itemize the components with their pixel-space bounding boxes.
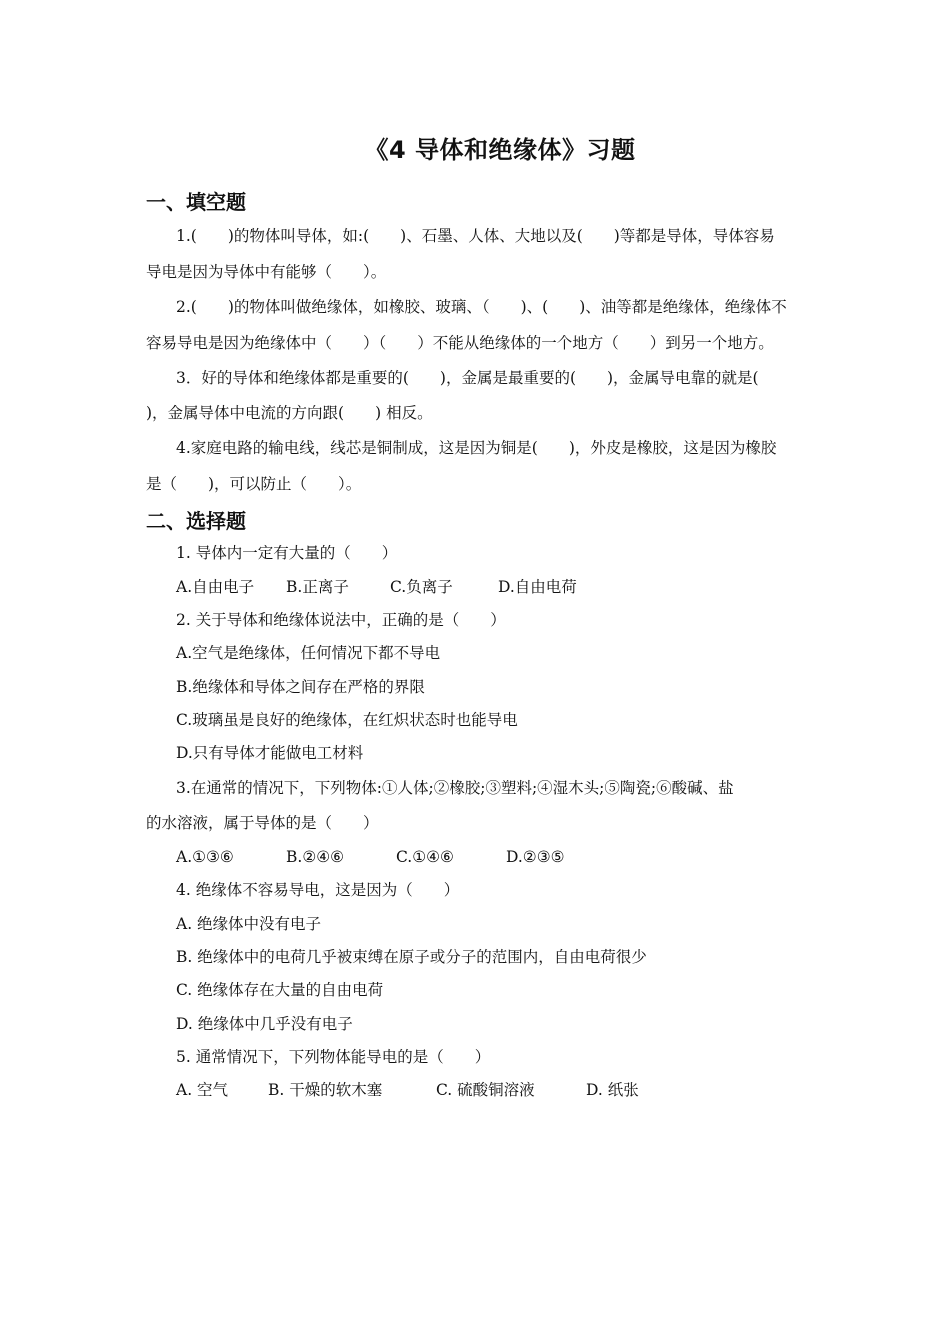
option-a: A.自由电子 (176, 578, 255, 596)
choice-q5-options (176, 1080, 639, 1100)
option-c: C. 硫酸铜溶液 (436, 1081, 535, 1099)
option-d: D.自由电荷 (498, 578, 577, 596)
choice-q1-stem: 1. 导体内一定有大量的（ ） (176, 544, 398, 562)
fill-q2-line2: 容易导电是因为绝缘体中（ ）（ ）不能从绝缘体的一个地方（ ）到另一个地方。 (146, 334, 774, 352)
option-b: B. 干燥的软木塞 (268, 1081, 383, 1099)
fill-q3-line1: 3．好的导体和绝缘体都是重要的( )，金属是最重要的( )，金属导电靠的就是( (176, 369, 759, 387)
option-d: D. 纸张 (586, 1081, 639, 1099)
choice-q2-option-b: B.绝缘体和导体之间存在严格的界限 (176, 678, 425, 696)
fill-q4-line2: 是（ )，可以防止（ ）。 (146, 475, 362, 493)
option-c: C.①④⑥ (396, 848, 454, 866)
choice-q4-option-a: A. 绝缘体中没有电子 (176, 915, 322, 933)
option-a: A.①③⑥ (176, 848, 234, 866)
choice-q1-options (176, 577, 577, 597)
option-d: D.②③⑤ (506, 848, 565, 866)
choice-q3-options (176, 847, 565, 867)
section-heading-choice: 二、选择题 (146, 509, 246, 533)
section-heading-fill-blank: 一、填空题 (146, 190, 246, 214)
choice-q3-stem-line2: 的水溶液，属于导体的是（ ） (146, 814, 379, 832)
fill-q3-line2: )，金属导体中电流的方向跟( ) 相反。 (146, 404, 433, 422)
choice-q2-stem: 2. 关于导体和绝缘体说法中，正确的是（ ） (176, 611, 506, 629)
fill-q4-line1: 4.家庭电路的输电线，线芯是铜制成，这是因为铜是( )，外皮是橡胶，这是因为橡胶 (176, 439, 777, 457)
fill-q1-line2: 导电是因为导体中有能够（ ）。 (146, 263, 387, 281)
choice-q4-option-c: C. 绝缘体存在大量的自由电荷 (176, 981, 384, 999)
choice-q2-option-c: C.玻璃虽是良好的绝缘体，在红炽状态时也能导电 (176, 711, 518, 729)
option-c: C.负离子 (390, 578, 453, 596)
choice-q2-option-d: D.只有导体才能做电工材料 (176, 744, 364, 762)
fill-q2-line1: 2.( )的物体叫做绝缘体，如橡胶、玻璃、（ )、( )、油等都是绝缘体，绝缘体不 (176, 298, 787, 316)
choice-q2-option-a: A.空气是绝缘体，任何情况下都不导电 (176, 644, 441, 662)
fill-q1-line1: 1.( )的物体叫导体，如:( )、石墨、人体、大地以及( )等都是导体，导体容易 (176, 227, 775, 245)
page-title: 《4 导体和绝缘体》习题 (364, 136, 636, 164)
choice-q4-option-b: B. 绝缘体中的电荷几乎被束缚在原子或分子的范围内，自由电荷很少 (176, 948, 647, 966)
choice-q3-stem-line1: 3.在通常的情况下，下列物体:①人体;②橡胶;③塑料;④湿木头;⑤陶瓷;⑥酸碱、盐 (176, 779, 734, 797)
option-a: A. 空气 (176, 1081, 229, 1099)
option-b: B.正离子 (286, 578, 349, 596)
option-b: B.②④⑥ (286, 848, 345, 866)
choice-q5-stem: 5. 通常情况下，下列物体能导电的是（ ） (176, 1048, 491, 1066)
choice-q4-stem: 4. 绝缘体不容易导电，这是因为（ ） (176, 881, 460, 899)
choice-q4-option-d: D. 绝缘体中几乎没有电子 (176, 1015, 353, 1033)
